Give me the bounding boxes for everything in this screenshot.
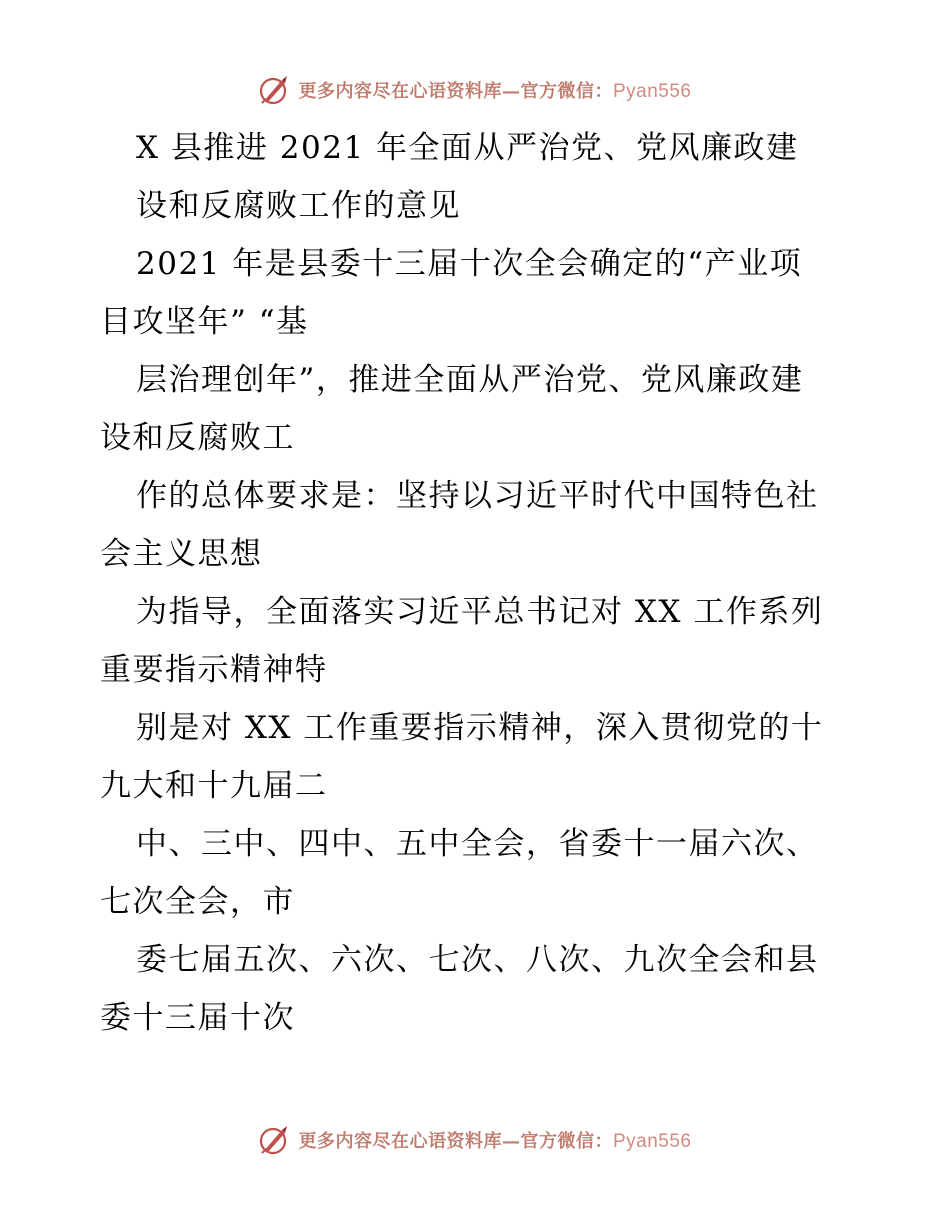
watermark-text: 更多内容尽在心语资料库—官方微信： [298, 1131, 613, 1152]
quill-pen-icon [258, 1124, 290, 1156]
footer-watermark [0, 1120, 950, 1160]
text-line: 为指导，全面落实习近平总书记对 XX 工作系列 [136, 594, 824, 630]
text-line: 设和反腐败工作的意见 [136, 188, 461, 224]
document-body [100, 119, 860, 1047]
text-line: 重要指示精神特 [100, 652, 328, 688]
text-line: 委七届五次、六次、七次、八次、九次全会和县 [136, 942, 819, 978]
text-line: X 县推进 2021 年全面从严治党、党风廉政建 [136, 130, 799, 166]
text-line: 七次全会，市 [100, 884, 295, 920]
quill-pen-icon [258, 74, 290, 106]
header-watermark [0, 70, 950, 110]
watermark-wechat-id: Pyan556 [612, 81, 692, 102]
watermark-text: 更多内容尽在心语资料库—官方微信： [298, 81, 613, 102]
text-line: 目攻坚年” “基 [100, 304, 309, 340]
text-line: 会主义思想 [100, 536, 263, 572]
text-line: 2021 年是县委十三届十次全会确定的“产业项 [136, 246, 803, 282]
text-line: 中、三中、四中、五中全会，省委十一届六次、 [136, 826, 819, 862]
text-line: 别是对 XX 工作重要指示精神，深入贯彻党的十 [136, 710, 824, 746]
text-line: 九大和十九届二 [100, 768, 328, 804]
watermark-wechat-id: Pyan556 [612, 1131, 692, 1152]
text-line: 委十三届十次 [100, 1000, 295, 1036]
text-line: 设和反腐败工 [100, 420, 295, 456]
text-line: 层治理创年”，推进全面从严治党、党风廉政建 [136, 362, 804, 398]
text-line: 作的总体要求是：坚持以习近平时代中国特色社 [136, 478, 819, 514]
